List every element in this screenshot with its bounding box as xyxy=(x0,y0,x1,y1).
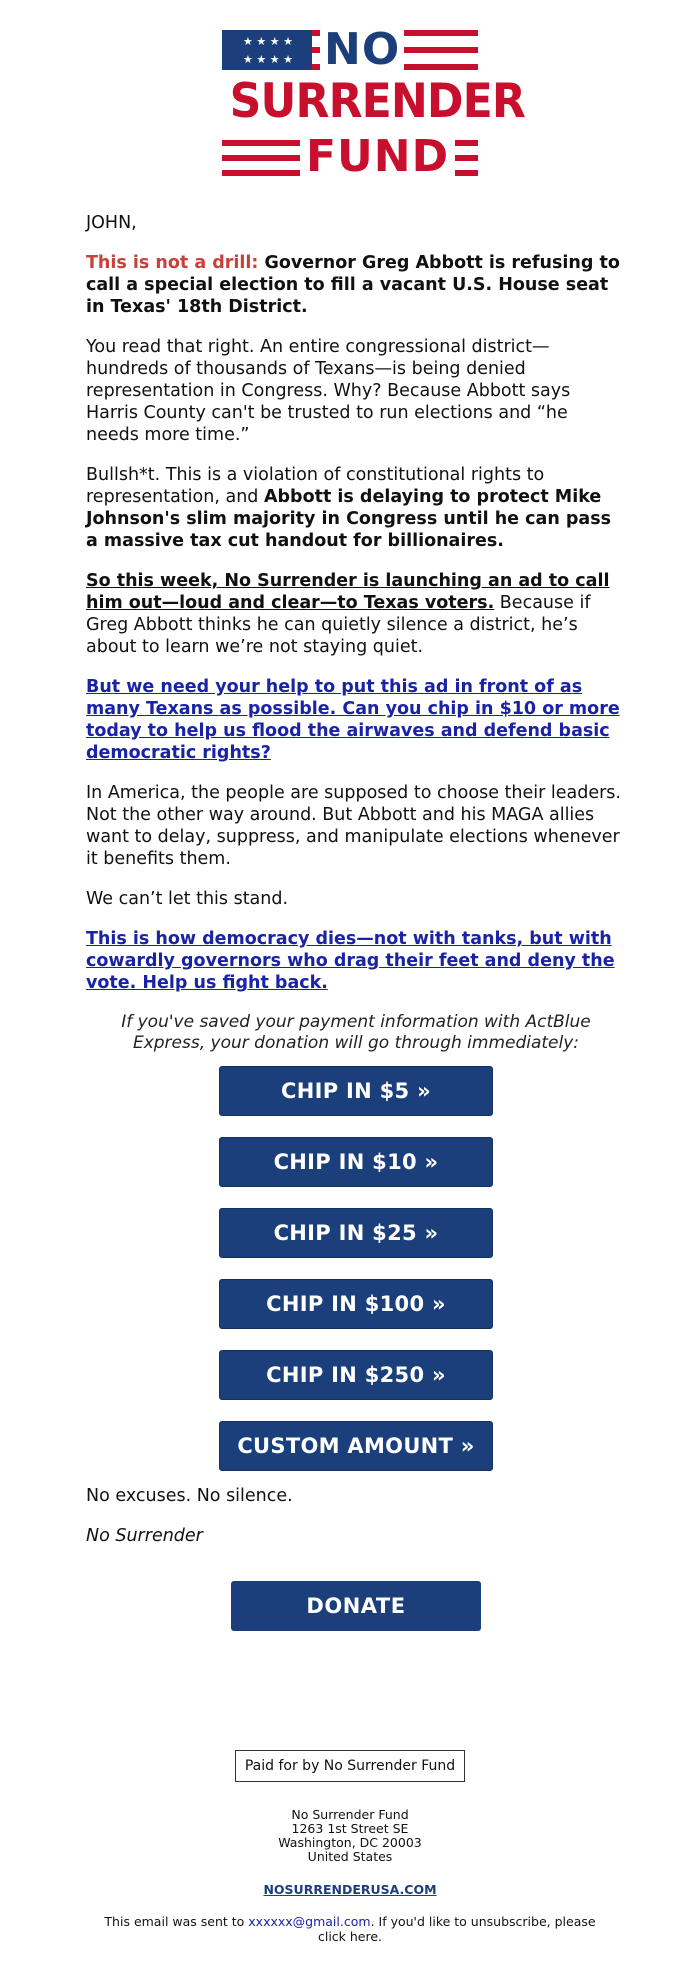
paid-for-disclaimer: Paid for by No Surrender Fund xyxy=(235,1750,465,1782)
logo-star-row: ★ ★ ★ ★ xyxy=(243,35,293,48)
actblue-express-note: If you've saved your payment information with ActBlue Express, your donation will go through immediately: xyxy=(121,1012,591,1053)
violation-text: Bullsh*t. This is a violation of constitutional rights to representation, and xyxy=(86,465,545,507)
website-link-row xyxy=(0,1882,700,1897)
address-org: No Surrender Fund xyxy=(291,1807,409,1822)
address-country: United States xyxy=(307,1849,393,1864)
address-city: Washington, DC 20003 xyxy=(278,1835,422,1850)
website-link[interactable]: NOSURRENDERUSA.COM xyxy=(263,1882,437,1897)
chip-in-25-button[interactable]: CHIP IN $25 » xyxy=(219,1208,493,1258)
intro-bold-text: Governor Greg Abbott is refusing to call a special election to fill a vacant U.S. House seat in Texas' 18th District. xyxy=(86,253,620,317)
unsubscribe-notice xyxy=(90,1914,610,1944)
signature: No Surrender xyxy=(86,1526,203,1546)
unsubscribe-prefix: This email was sent to xyxy=(104,1914,249,1929)
paragraph-intro xyxy=(86,252,626,318)
paragraph-democracy xyxy=(86,928,626,994)
chip-in-100-button[interactable]: CHIP IN $100 » xyxy=(219,1279,493,1329)
violation-bold-text: Abbott is delaying to protect Mike Johnson's slim majority in Congress until he can pass a massive tax cut handout for billionaires. xyxy=(86,487,612,551)
custom-amount-button[interactable]: CUSTOM AMOUNT » xyxy=(219,1421,493,1471)
donate-button[interactable]: DONATE xyxy=(231,1581,481,1631)
paragraph-context: You read that right. An entire congressional district—hundreds of thousands of Texans—is being denied representation in Congress. Why? Because Abbott says Harris County can't be trusted to run elections and “he needs more time.” xyxy=(86,337,571,445)
paragraph-violation xyxy=(86,464,626,552)
logo-flag-band xyxy=(222,24,478,75)
address-street: 1263 1st Street SE xyxy=(291,1821,409,1836)
chip-in-5-button[interactable]: CHIP IN $5 » xyxy=(219,1066,493,1116)
no-surrender-fund-logo xyxy=(222,24,525,182)
chip-in-10-button[interactable]: CHIP IN $10 » xyxy=(219,1137,493,1187)
logo-word-fund: FUND xyxy=(300,132,455,182)
ad-launch-text: Because if Greg Abbott thinks he can quietly silence a district, he’s about to learn we’re not staying quiet. xyxy=(86,593,591,657)
mailing-address xyxy=(0,1808,700,1864)
alert-lead: This is not a drill: xyxy=(86,253,259,273)
signoff: No excuses. No silence. xyxy=(86,1486,293,1506)
ad-launch-underline: So this week, No Surrender is launching an ad to call him out—loud and clear—to Texas voters. xyxy=(86,571,610,613)
recipient-email-link[interactable]: xxxxxx@gmail.com xyxy=(248,1914,371,1929)
fight-back-link[interactable]: This is how democracy dies—not with tanks, but with cowardly governors who drag their feet and deny the vote. Help us fight back. xyxy=(86,929,615,993)
email-body xyxy=(86,212,626,1631)
paragraph-america: In America, the people are supposed to choose their leaders. Not the other way around. But Abbott and his MAGA allies want to delay, suppress, and manipulate elections whenever it benefits them. xyxy=(86,783,621,869)
chip-in-ask-link[interactable]: But we need your help to put this ad in front of as many Texans as possible. Can you chip in $10 or more today to help us flood the airwaves and defend basic democratic rights? xyxy=(86,677,620,763)
greeting: JOHN, xyxy=(86,213,137,233)
paragraph-cant-stand: We can’t let this stand. xyxy=(86,889,289,909)
unsubscribe-suffix[interactable]: . If you'd like to unsubscribe, please click here. xyxy=(317,1914,596,1944)
logo-word-no: NO xyxy=(320,26,404,74)
logo-star-row: ★ ★ ★ ★ xyxy=(243,53,293,66)
paragraph-ad-launch xyxy=(86,570,626,658)
paragraph-ask xyxy=(86,676,626,764)
logo-word-surrender: SURRENDER xyxy=(229,74,525,129)
chip-in-250-button[interactable]: CHIP IN $250 » xyxy=(219,1350,493,1400)
logo-fund-band xyxy=(222,131,478,182)
logo-star-field xyxy=(222,30,312,70)
